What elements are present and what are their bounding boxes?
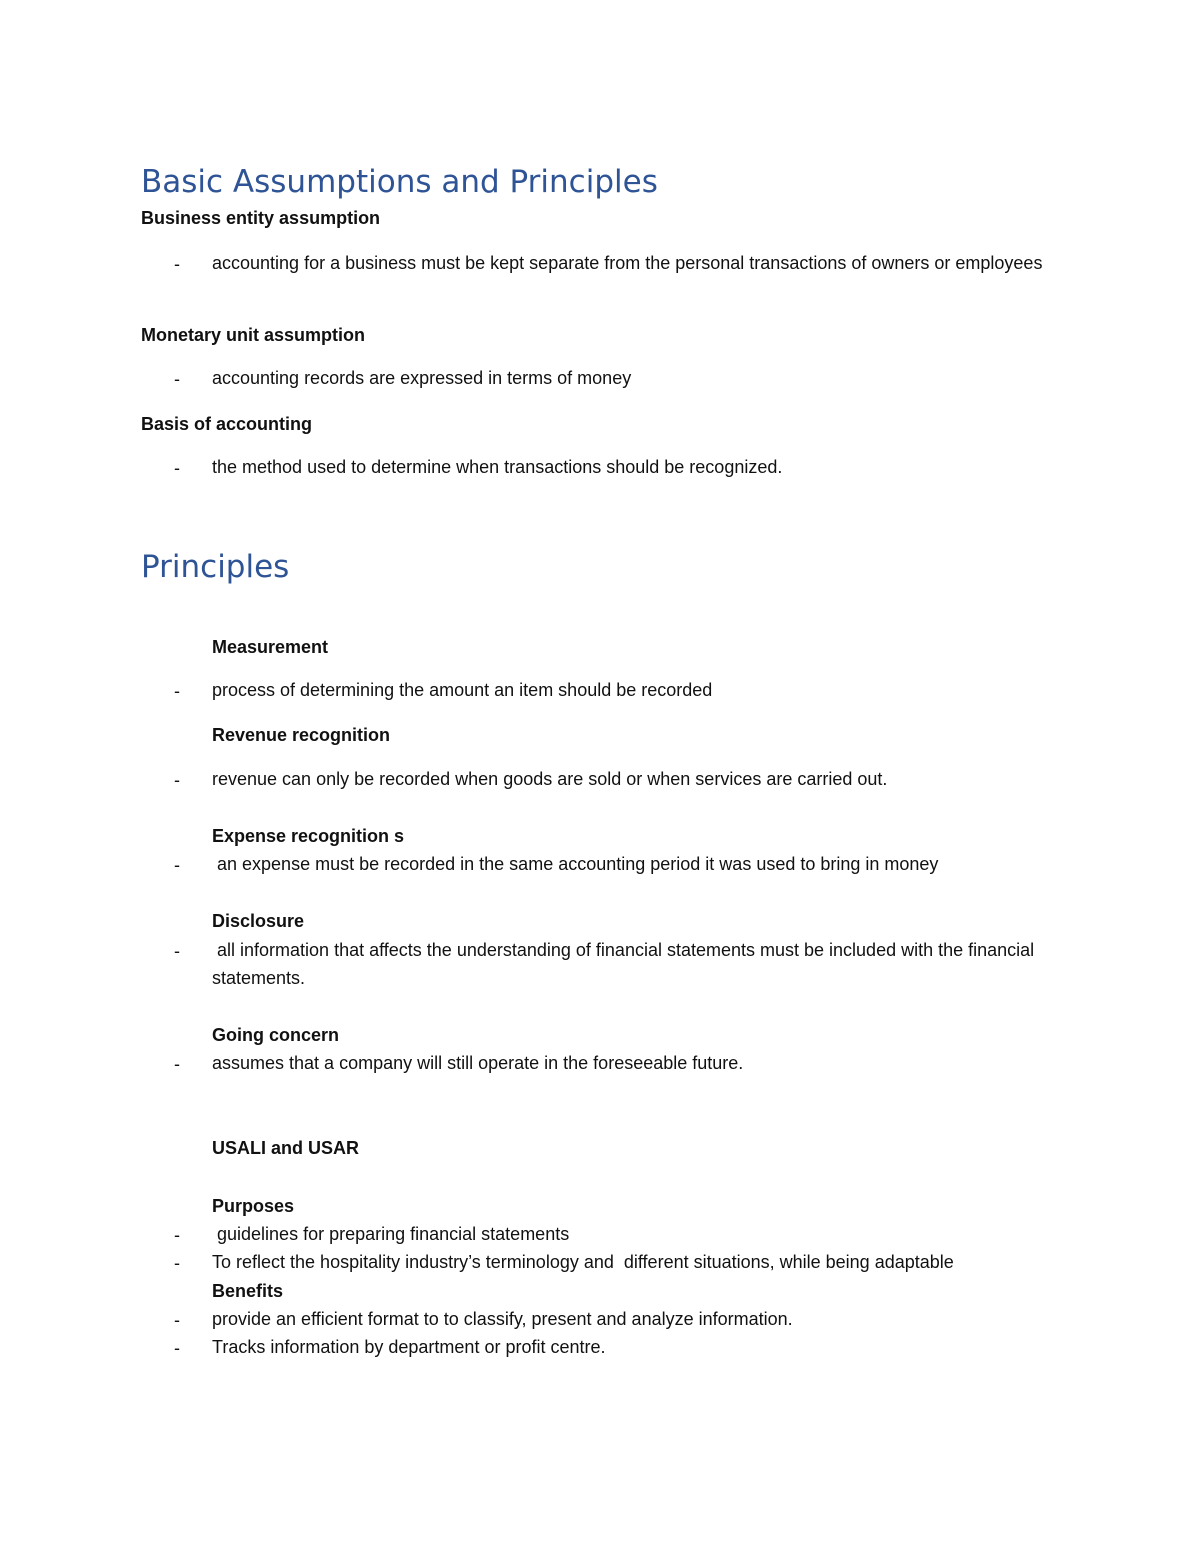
bullet-marker: - bbox=[174, 369, 180, 389]
bullet-revenue-recognition: revenue can only be recorded when goods are sold or when services are carried out. bbox=[212, 769, 888, 789]
bullet-measurement: process of determining the amount an item should be recorded bbox=[212, 680, 713, 700]
heading-basic-assumptions: Basic Assumptions and Principles bbox=[141, 164, 658, 200]
bullet-marker: - bbox=[174, 254, 180, 274]
label-usali-usar: USALI and USAR bbox=[212, 1138, 360, 1158]
bullet-marker: - bbox=[174, 1225, 180, 1245]
bullet-marker: - bbox=[174, 941, 180, 961]
bullet-basis-of-accounting: the method used to determine when transactions should be recognized. bbox=[212, 457, 783, 477]
bullet-marker: - bbox=[174, 1310, 180, 1330]
label-monetary-unit: Monetary unit assumption bbox=[141, 325, 366, 345]
bullet-disclosure: all information that affects the understanding of financial statements must be included with the financial statements. bbox=[212, 940, 1040, 988]
label-disclosure: Disclosure bbox=[212, 911, 305, 931]
bullet-marker: - bbox=[174, 1054, 180, 1074]
bullet-marker: - bbox=[174, 1253, 180, 1273]
bullet-marker: - bbox=[174, 770, 180, 790]
bullet-business-entity: accounting for a business must be kept separate from the personal transactions of owners or employees bbox=[212, 253, 1043, 273]
bullet-marker: - bbox=[174, 1338, 180, 1358]
label-basis-of-accounting: Basis of accounting bbox=[141, 414, 313, 434]
label-measurement: Measurement bbox=[212, 637, 329, 657]
bullet-going-concern: assumes that a company will still operate in the foreseeable future. bbox=[212, 1053, 744, 1073]
label-benefits: Benefits bbox=[212, 1281, 284, 1301]
bullet-marker: - bbox=[174, 458, 180, 478]
label-business-entity: Business entity assumption bbox=[141, 208, 381, 228]
heading-principles: Principles bbox=[141, 549, 290, 585]
label-going-concern: Going concern bbox=[212, 1025, 340, 1045]
bullet-monetary-unit: accounting records are expressed in terms of money bbox=[212, 368, 632, 388]
label-purposes: Purposes bbox=[212, 1196, 295, 1216]
bullet-expense-recognition: an expense must be recorded in the same accounting period it was used to bring in money bbox=[212, 854, 939, 874]
bullet-marker: - bbox=[174, 855, 180, 875]
bullet-benefit-1: provide an efficient format to to classify, present and analyze information. bbox=[212, 1309, 793, 1329]
label-expense-recognition: Expense recognition s bbox=[212, 826, 405, 846]
bullet-benefit-2: Tracks information by department or profit centre. bbox=[212, 1337, 606, 1357]
bullet-marker: - bbox=[174, 681, 180, 701]
bullet-purpose-2: To reflect the hospitality industry’s terminology and different situations, while being adaptable bbox=[212, 1252, 954, 1272]
label-revenue-recognition: Revenue recognition bbox=[212, 725, 391, 745]
bullet-purpose-1: guidelines for preparing financial statements bbox=[212, 1224, 570, 1244]
